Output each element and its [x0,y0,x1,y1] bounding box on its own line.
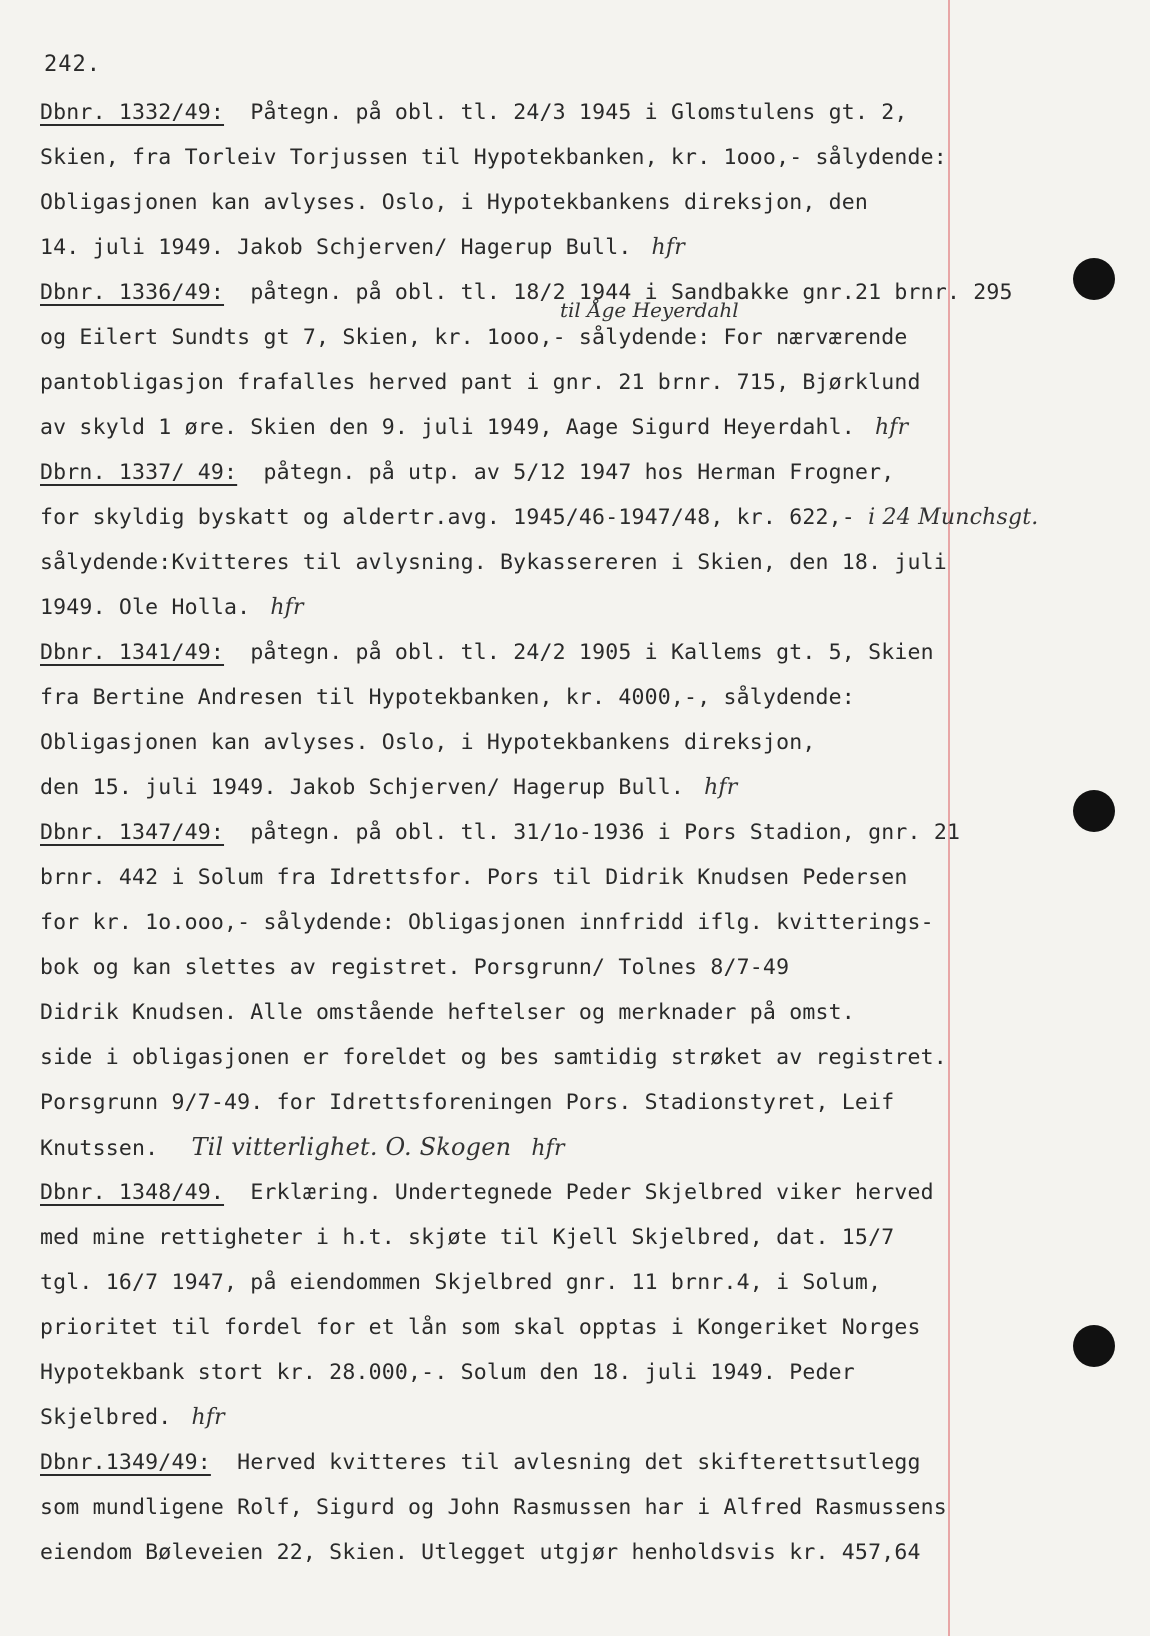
entry-line: Skjelbred. [40,1405,172,1430]
punch-hole-middle [1073,790,1115,832]
entry-1348 [40,1170,1000,1440]
entry-line: påtegn. på obl. tl. 31/1o-1936 i Pors Stadion, gnr. 21 [250,820,961,845]
entry-line: Skien, fra Torleiv Torjussen til Hypotekbanken, kr. 1ooo,- sålydende: [40,145,947,170]
handwritten-addition: i 24 Munchsgt. [868,505,1039,530]
entry-line: pantobligasjon frafalles herved pant i gnr. 21 brnr. 715, Bjørklund [40,370,921,395]
initials: hfr [270,595,304,620]
entry-line: fra Bertine Andresen til Hypotekbanken, kr. 4000,-, sålydende: [40,685,855,710]
entry-line: med mine rettigheter i h.t. skjøte til Kjell Skjelbred, dat. 15/7 [40,1225,895,1250]
entry-ref: Dbnr. 1336/49: [40,280,225,305]
punch-hole-bottom [1073,1325,1115,1367]
entry-1341 [40,630,1000,810]
entry-line: side i obligasjonen er foreldet og bes samtidig strøket av registret. [40,1045,947,1070]
entry-line: prioritet til fordel for et lån som skal opptas i Kongeriket Norges [40,1315,921,1340]
page-number: 242. [44,52,101,77]
initials: hfr [531,1136,565,1161]
entry-ref: Dbnr. 1341/49: [40,640,225,665]
entry-line: sålydende:Kvitteres til avlysning. Bykassereren i Skien, den 18. juli [40,550,947,575]
entry-line: 14. juli 1949. Jakob Schjerven/ Hagerup Bull. [40,235,632,260]
entry-line: og Eilert Sundts gt 7, Skien, kr. 1ooo,- sålydende: For nærværende [40,325,908,350]
entry-line: som mundligene Rolf, Sigurd og John Rasmussen har i Alfred Rasmussens [40,1495,947,1520]
entry-line: Didrik Knudsen. Alle omstående heftelser og merknader på omst. [40,1000,855,1025]
entry-line: Knutssen. [40,1136,159,1161]
entry-ref: Dbnr.1349/49: [40,1450,211,1475]
entry-line: den 15. juli 1949. Jakob Schjerven/ Hagerup Bull. [40,775,685,800]
entry-line: Herved kvitteres til avlesning det skifterettsutlegg [237,1450,921,1475]
entry-ref: Dbnr. 1332/49: [40,100,225,125]
entry-line: Påtegn. på obl. tl. 24/3 1945 i Glomstulens gt. 2, [250,100,908,125]
entry-line: Erklæring. Undertegnede Peder Skjelbred viker herved [250,1180,934,1205]
entry-line: Obligasjonen kan avlyses. Oslo, i Hypotekbankens direksjon, den [40,190,869,215]
entries [40,90,1039,1575]
entry-1337 [40,450,1039,630]
initials: hfr [651,235,685,260]
initials: hfr [704,775,738,800]
punch-hole-top [1073,258,1115,300]
entry-1332 [40,90,1000,270]
entry-line: påtegn. på utp. av 5/12 1947 hos Herman Frogner, [263,460,895,485]
entry-line: Obligasjonen kan avlyses. Oslo, i Hypotekbankens direksjon, [40,730,816,755]
entry-1347 [40,810,1000,1170]
entry-line: påtegn. på obl. tl. 18/2 1944 i Sandbakke gnr.21 brnr. 295 [250,280,1013,305]
entry-line: brnr. 442 i Solum fra Idrettsfor. Pors til Didrik Knudsen Pedersen [40,865,908,890]
entry-line: for skyldig byskatt og aldertr.avg. 1945/46-1947/48, kr. 622,- [40,505,855,530]
entry-ref: Dbnr. 1347/49: [40,820,225,845]
entry-line: eiendom Bøleveien 22, Skien. Utlegget utgjør henholdsvis kr. 457,64 [40,1540,921,1565]
entry-line: bok og kan slettes av registret. Porsgrunn/ Tolnes 8/7-49 [40,955,790,980]
entry-line: påtegn. på obl. tl. 24/2 1905 i Kallems gt. 5, Skien [250,640,934,665]
entry-ref: Dbrn. 1337/ 49: [40,460,238,485]
handwritten-annotation: til Åge Heyerdahl [560,298,739,322]
entry-line: 1949. Ole Holla. [40,595,251,620]
entry-1336 [40,270,1013,450]
entry-line: tgl. 16/7 1947, på eiendommen Skjelbred gnr. 11 brnr.4, i Solum, [40,1270,882,1295]
initials: hfr [874,415,909,440]
initials: hfr [191,1405,225,1430]
entry-line: for kr. 1o.ooo,- sålydende: Obligasjonen innfridd iflg. kvitterings- [40,910,934,935]
entry-ref: Dbnr. 1348/49. [40,1180,225,1205]
entry-1349 [40,1440,1000,1575]
entry-line: Porsgrunn 9/7-49. for Idrettsforeningen Pors. Stadionstyret, Leif [40,1090,895,1115]
entry-line: av skyld 1 øre. Skien den 9. juli 1949, Aage Sigurd Heyerdahl. [40,415,855,440]
handwritten-addition: Til vitterlighet. O. Skogen [191,1133,512,1161]
entry-line: Hypotekbank stort kr. 28.000,-. Solum den 18. juli 1949. Peder [40,1360,855,1385]
